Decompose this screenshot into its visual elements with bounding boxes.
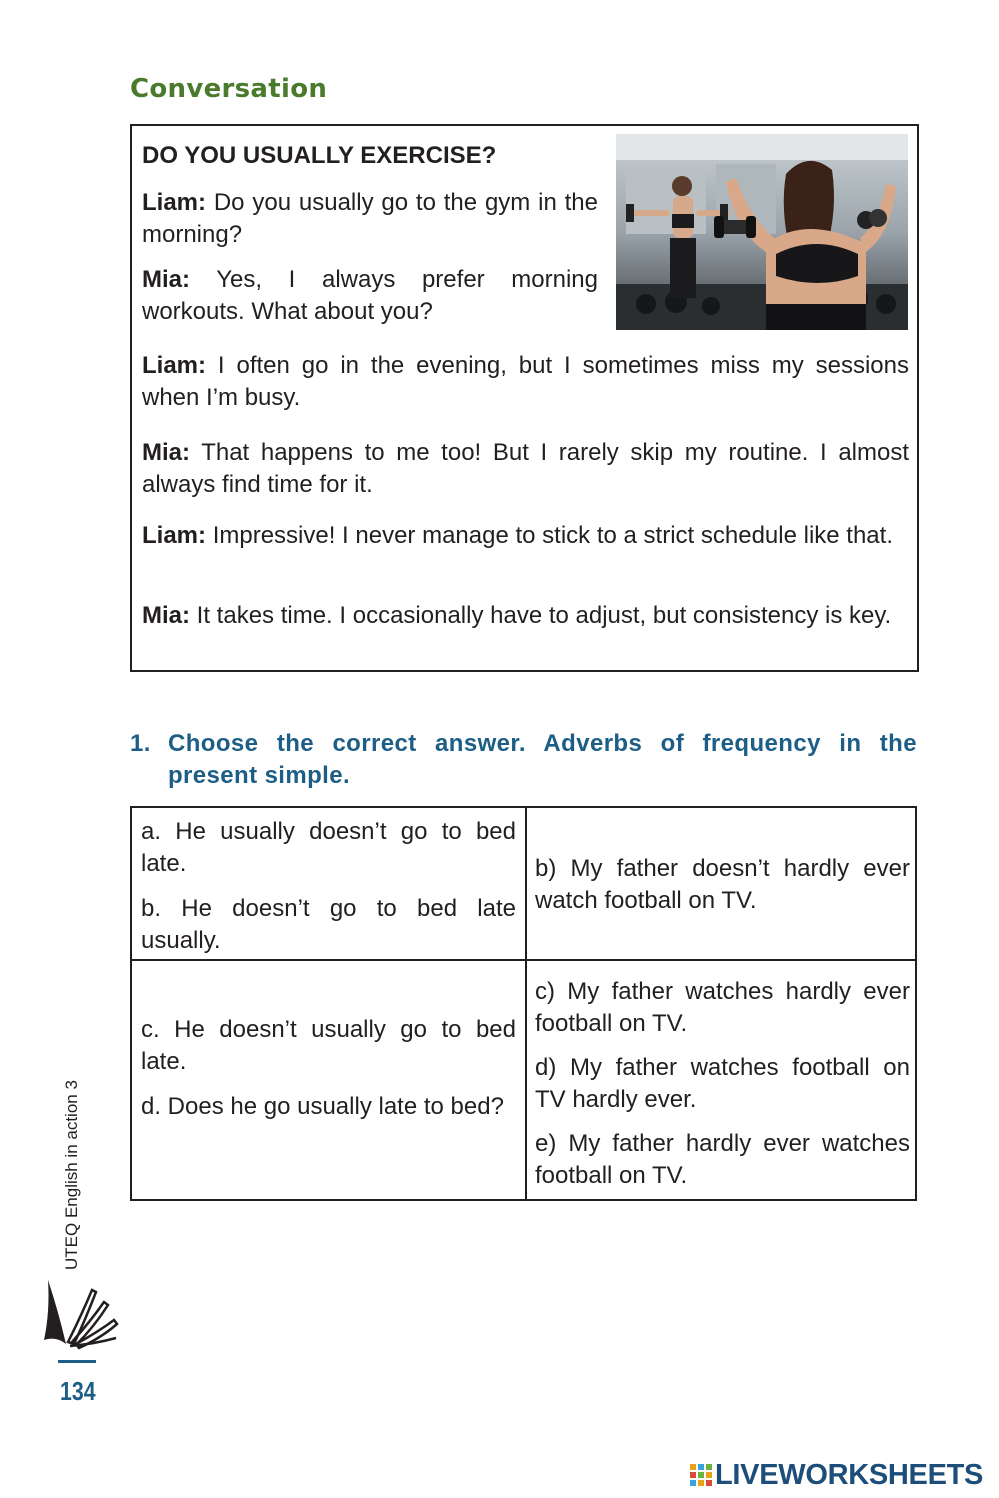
dialogue-line-5 (142, 520, 909, 552)
answer-table (130, 806, 917, 1201)
option-c[interactable]: c. He doesn’t usually go to bed late. (141, 1016, 516, 1075)
dialogue-line-3 (142, 350, 909, 414)
speaker-name: Mia: (142, 266, 190, 293)
gym-photo-icon (616, 134, 908, 330)
option-e-father[interactable]: e) My father hardly ever watches football on TV. (535, 1130, 910, 1189)
speaker-name: Liam: (142, 522, 207, 549)
dialogue-line-2 (142, 264, 598, 328)
option-c-father[interactable]: c) My father watches hardly ever football on TV. (535, 978, 910, 1037)
dialogue-text: Impressive! I never manage to stick to a strict schedule like that. (212, 522, 893, 549)
speaker-name: Mia: (142, 602, 190, 629)
dialogue-text: It takes time. I occasionally have to adjust, but consistency is key. (196, 602, 892, 629)
dialogue-text: Do you usually go to the gym in the morning? (142, 189, 598, 248)
liveworksheets-logo-icon (690, 1464, 712, 1486)
dialogue-line-4 (142, 437, 909, 501)
dialogue-line-6 (142, 600, 909, 632)
speaker-name: Mia: (142, 439, 190, 466)
dialogue-text: I often go in the evening, but I sometimes miss my sessions when I’m busy. (142, 352, 910, 411)
exercise-number: 1. (130, 730, 151, 757)
speaker-name: Liam: (142, 189, 207, 216)
book-logo-icon (42, 1272, 122, 1352)
exercise-instruction-text: Choose the correct answer. Adverbs of frequency in the present simple. (168, 730, 917, 789)
dialogue-text: That happens to me too! But I rarely skip my routine. I almost always find time for it. (142, 439, 910, 498)
dialogue-text: Yes, I always prefer morning workouts. What about you? (142, 266, 598, 325)
table-divider-horizontal (132, 959, 915, 961)
conversation-box (130, 124, 919, 672)
liveworksheets-text: LIVEWORKSHEETS (715, 1458, 984, 1491)
section-title: Conversation (130, 74, 328, 104)
speaker-name: Liam: (142, 352, 207, 379)
option-d[interactable]: d. Does he go usually late to bed? (141, 1093, 504, 1120)
book-title: UTEQ English in action 3 (62, 1080, 81, 1270)
page-number-rule (58, 1360, 96, 1363)
dialogue-line-1 (142, 187, 598, 251)
option-b[interactable]: b. He doesn’t go to bed late usually. (141, 895, 516, 954)
option-a[interactable]: a. He usually doesn’t go to bed late. (141, 818, 516, 877)
option-b-father[interactable]: b) My father doesn’t hardly ever watch football on TV. (535, 855, 910, 914)
table-divider-vertical (525, 808, 527, 1199)
option-d-father[interactable]: d) My father watches football on TV hardly ever. (535, 1054, 910, 1113)
page-number: 134 (60, 1376, 96, 1406)
liveworksheets-brand[interactable] (690, 1458, 983, 1492)
exercise-instruction (130, 728, 917, 792)
conversation-title: DO YOU USUALLY EXERCISE? (142, 142, 497, 169)
